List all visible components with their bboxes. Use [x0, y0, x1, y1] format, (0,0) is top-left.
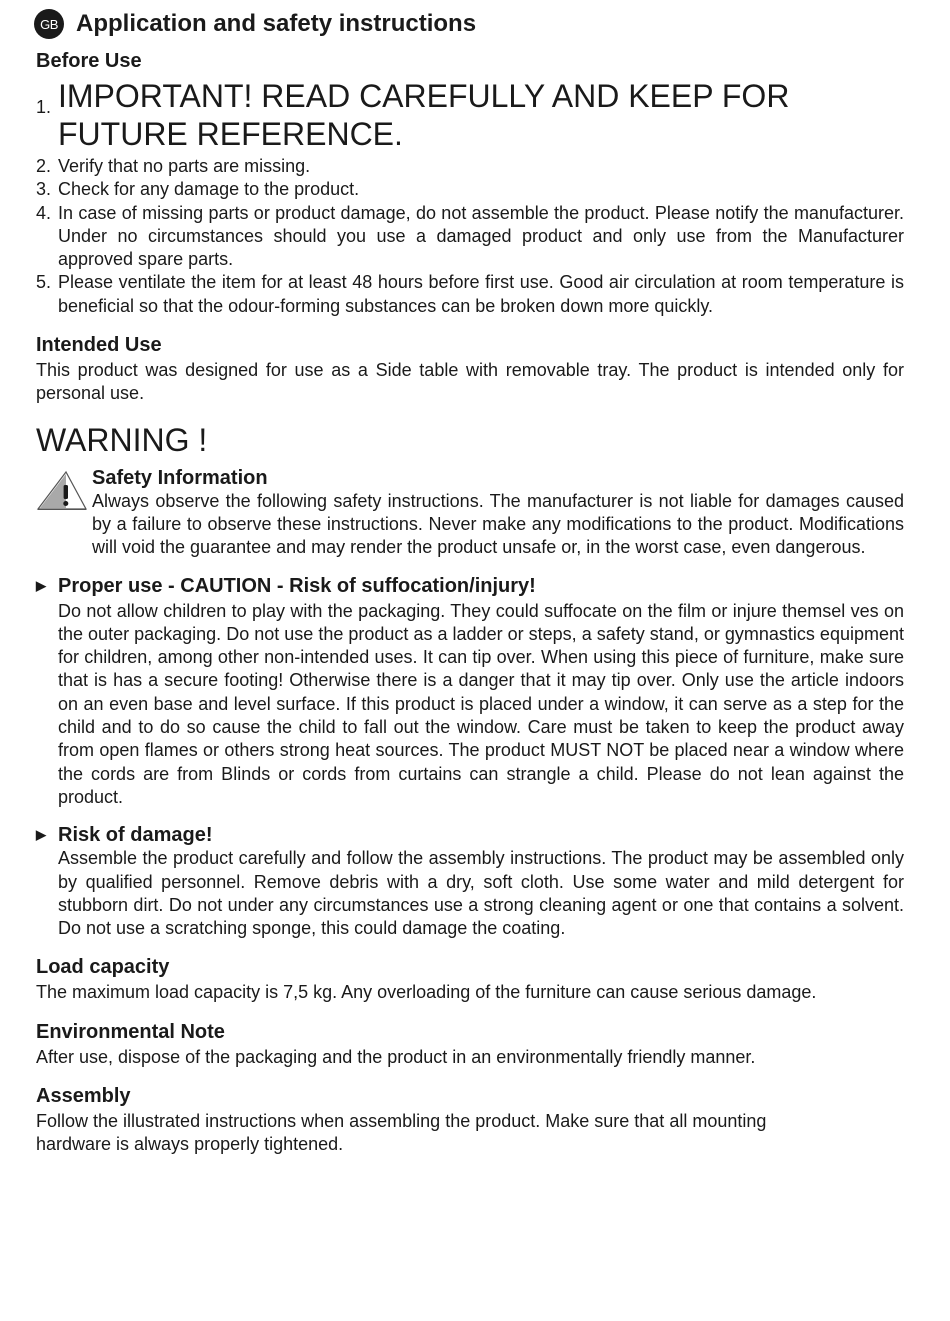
item-number: 3.	[36, 179, 52, 200]
item-number: 5.	[36, 272, 52, 293]
item-text: Please ventilate the item for at least 48 hours before first use. Good air circulation at room temperature is beneficial so that the odour-forming substances can be broken down more quickly.	[58, 272, 904, 316]
intended-use-text: This product was designed for use as a Side table with removable tray. The product is intended only for personal use.	[36, 360, 904, 404]
environmental-note-heading: Environmental Note	[36, 1020, 225, 1043]
instructions-page	[36, 8, 904, 1157]
item-text: Verify that no parts are missing.	[58, 156, 311, 176]
before-use-list	[36, 77, 904, 318]
environmental-note-text: After use, dispose of the packaging and the product in an environmentally friendly manner.	[36, 1046, 756, 1067]
item-text: Check for any damage to the product.	[58, 179, 360, 200]
risk-of-damage-heading: Risk of damage!	[58, 824, 213, 847]
list-item	[36, 271, 904, 318]
safety-information-text: Always observe the following safety instructions. The manufacturer is not liable for damages caused by a failure to observe these instructions. Never make any modifications to the product. Modifications will void the guarantee and may render the product unsafe or, in the worst case, even dangerous.	[92, 490, 904, 558]
item-text: In case of missing parts or product damage, do not assemble the product. Please notify the manufacturer. Under no circumstances should you use a damaged product and only use from the Manufacturer approved spare parts.	[58, 202, 904, 270]
list-item	[36, 155, 904, 178]
safety-information-heading: Safety Information	[92, 466, 268, 489]
proper-use-heading: Proper use - CAUTION - Risk of suffocation/injury!	[58, 574, 536, 597]
item-number: 2.	[36, 156, 52, 176]
before-use-heading: Before Use	[36, 50, 142, 72]
load-capacity-heading: Load capacity	[36, 956, 170, 979]
load-capacity-text: The maximum load capacity is 7,5 kg. Any overloading of the furniture can cause serious damage.	[36, 982, 817, 1003]
triangle-bullet-icon: ▶	[36, 827, 46, 843]
triangle-bullet-icon: ▶	[36, 577, 46, 593]
proper-use-text: Do not allow children to play with the packaging. They could suffocate on the film or injure themsel ves on the outer packaging. Do not use the product as a ladder or steps, a safety stand, or gymnastics equipment for children, among other non-intended uses. It can tip over. When using this piece of furniture, make sure that is has a secure footing! Otherwise there is a danger that it may tip over. Only use the article indoors on an even base and level surface. If this product is placed under a window, it can serve as a step for the child and to do so cause the child to fall out the window. Care must be taken to keep the product away from open flames or others strong heat sources. The product MUST NOT be placed near a window where the cords are from Blinds or cords from curtains can strangle a child. Please do not lean against the product.	[58, 600, 904, 807]
assembly-text-line1: Follow the illustrated instructions when assembling the product. Make sure that all mounting	[36, 1111, 767, 1132]
page-header	[36, 8, 904, 40]
language-badge: GB	[34, 9, 64, 39]
list-item	[36, 202, 904, 272]
list-item	[36, 178, 904, 201]
assembly-text-line2: hardware is always properly tightened.	[36, 1134, 344, 1155]
safety-information-block	[36, 465, 904, 560]
proper-use-heading-row	[36, 574, 904, 598]
item-number: 4.	[36, 202, 52, 223]
risk-of-damage-text: Assemble the product carefully and follow the assembly instructions. The product may be assembled only by qualified personnel. Remove debris with a dry, soft cloth. Use some water and mild detergent for stubborn dirt. Do not under any circumstances use a strong cleaning agent or one that contains a solvent. Do not use a scratching sponge, this could damage the coating.	[58, 848, 904, 939]
assembly-text	[36, 1110, 904, 1157]
warning-triangle-icon	[36, 465, 92, 560]
list-item	[36, 77, 904, 153]
risk-of-damage-heading-row	[36, 823, 904, 847]
item-text: IMPORTANT! READ CAREFULLY AND KEEP FOR FUTURE REFERENCE.	[58, 78, 790, 152]
assembly-heading: Assembly	[36, 1085, 131, 1108]
warning-heading: WARNING !	[36, 421, 208, 458]
intended-use-heading: Intended Use	[36, 334, 162, 357]
page-title: Application and safety instructions	[76, 10, 477, 37]
item-number: 1.	[36, 97, 52, 117]
